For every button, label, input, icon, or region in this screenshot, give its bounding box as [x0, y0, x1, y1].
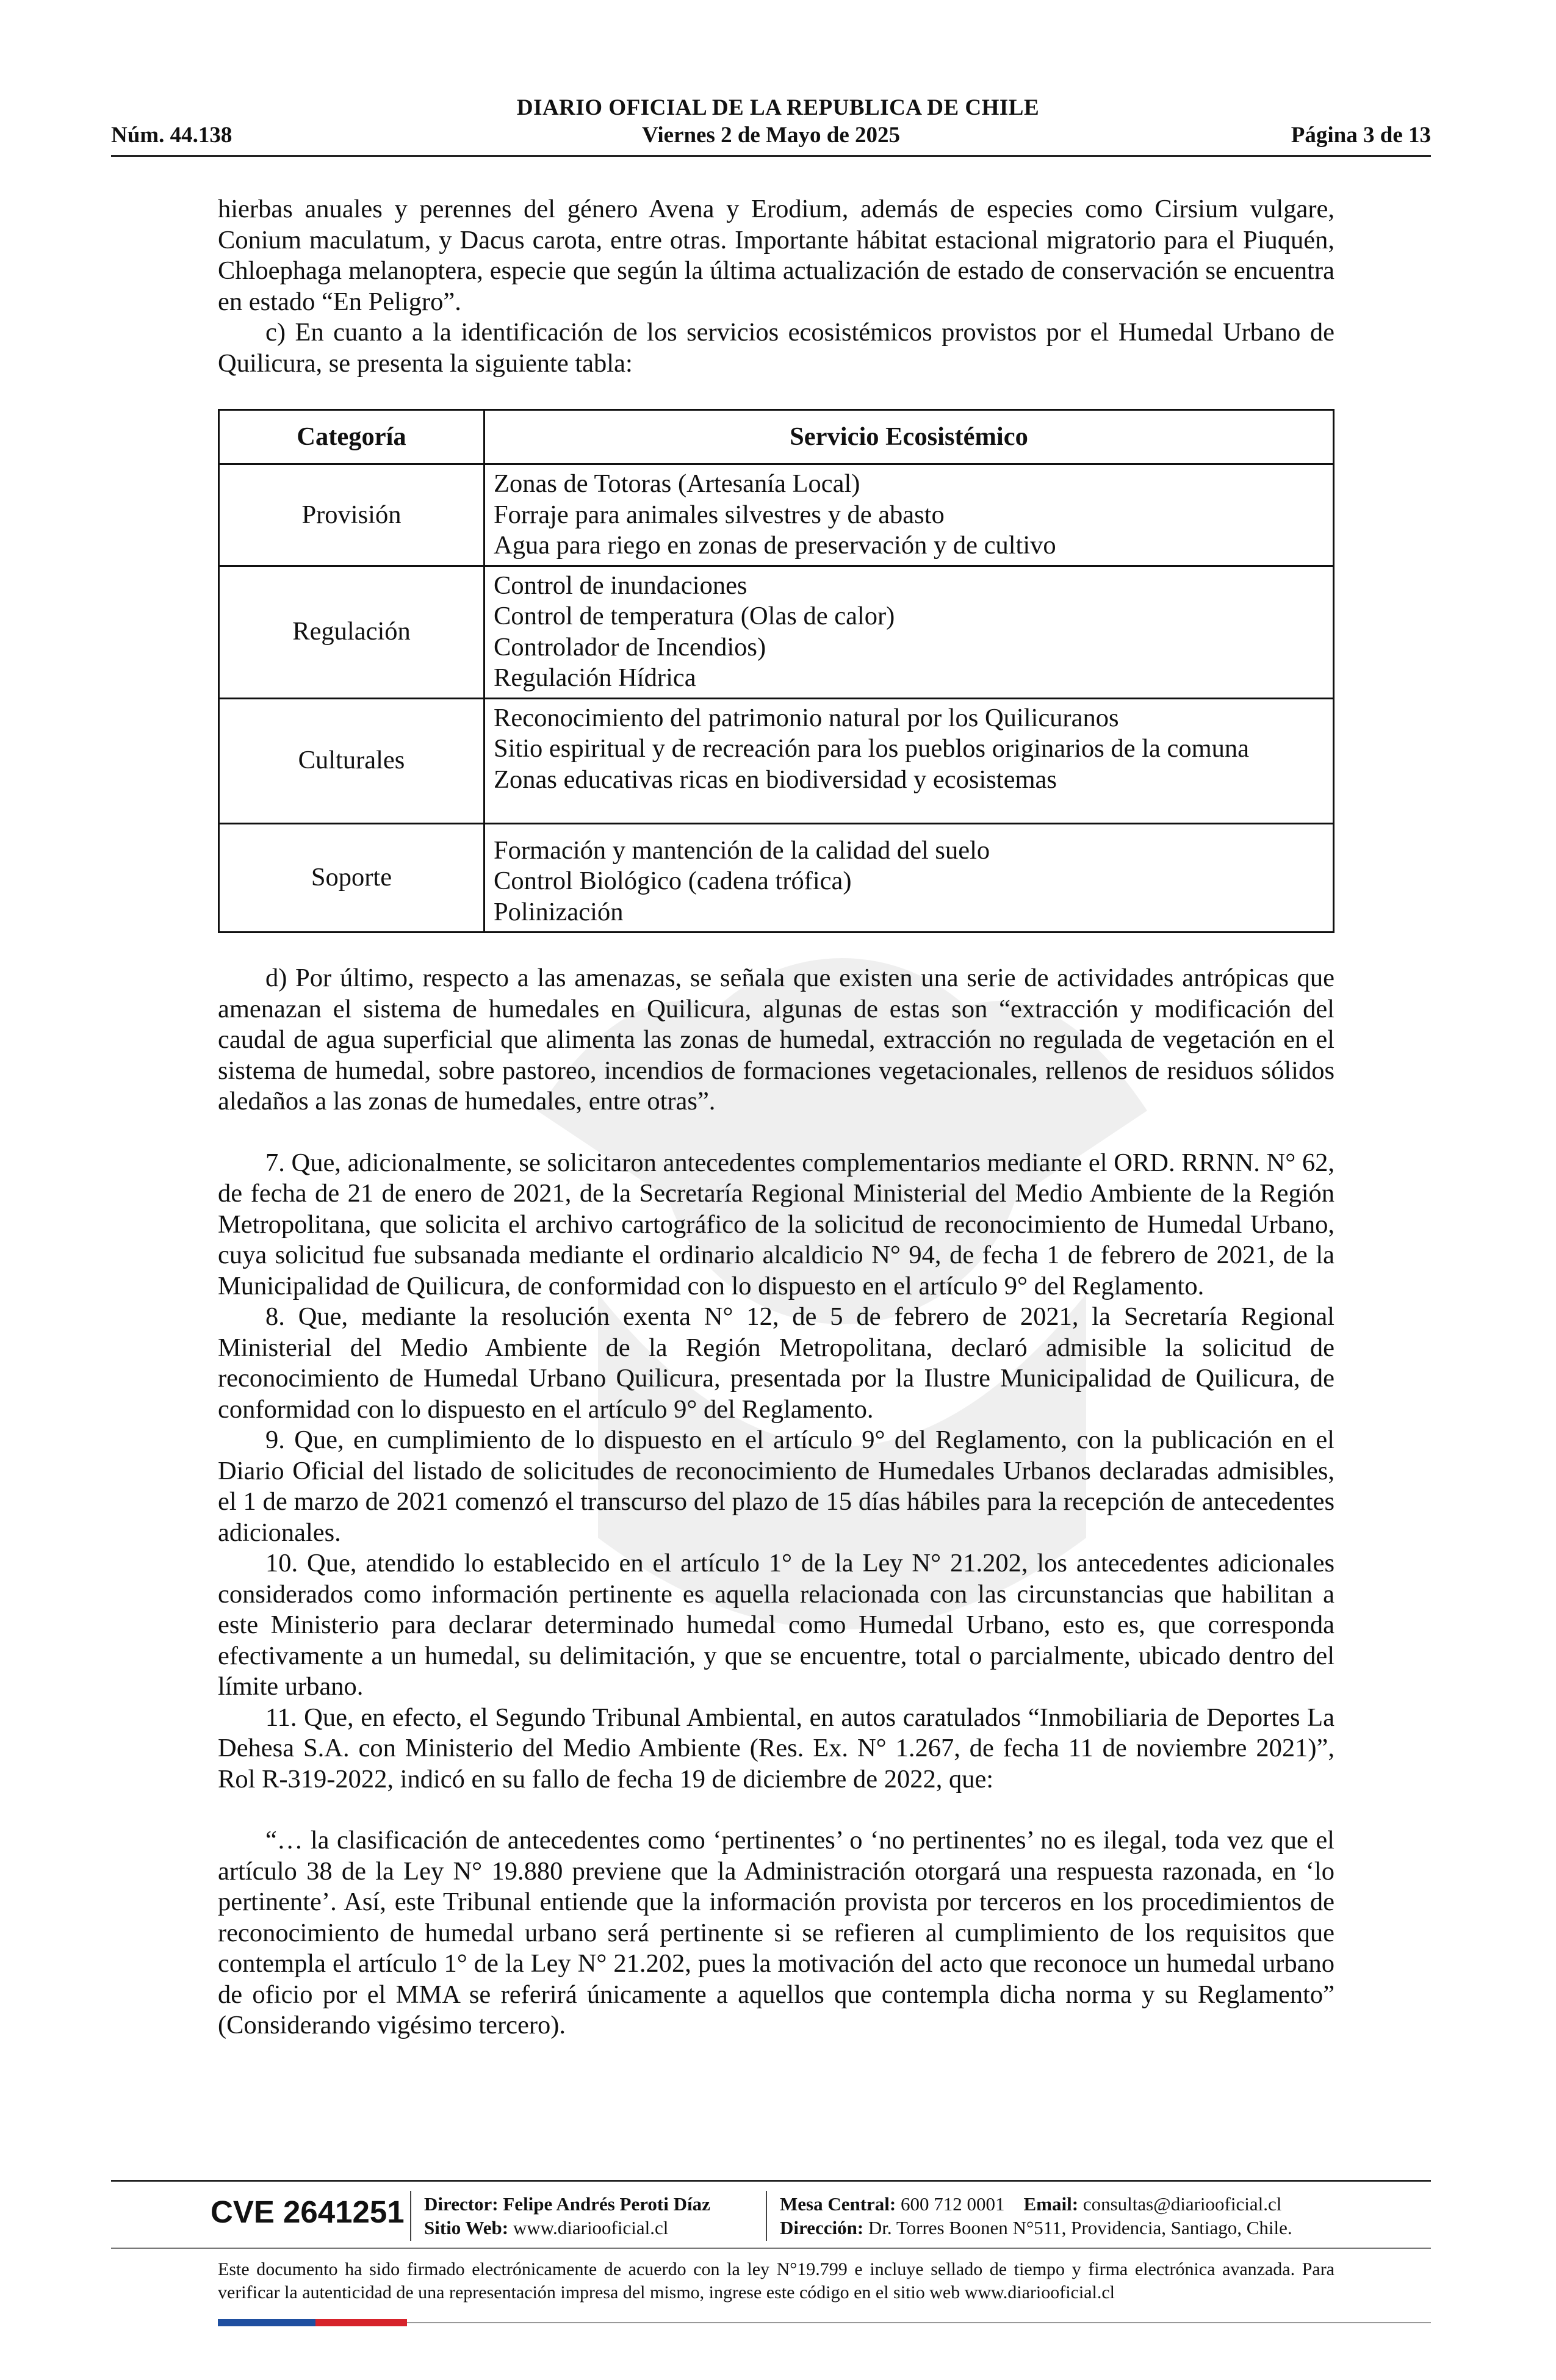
- newspaper-title: DIARIO OFICIAL DE LA REPUBLICA DE CHILE: [516, 95, 1040, 120]
- service-item: Control Biológico (cadena trófica): [494, 867, 852, 895]
- table-cell-services: [484, 566, 1334, 698]
- page-indicator: Página 3 de 13: [1291, 123, 1431, 148]
- footer-contact-block: [780, 2192, 1292, 2240]
- table-header-category: Categoría: [219, 410, 484, 464]
- table-cell-services: [484, 823, 1334, 932]
- director-label: Director:: [424, 2193, 499, 2215]
- table-row: [219, 698, 1334, 823]
- service-item: Forraje para animales silvestres y de abasto: [494, 500, 945, 529]
- table-cell-services: [484, 698, 1334, 823]
- service-item: Polinización: [494, 897, 624, 926]
- footer-divider-top: [111, 2180, 1431, 2182]
- legal-notice: Este documento ha sido firmado electrónicamente de acuerdo con la ley N°19.799 e incluye sellado de tiempo y firma electrónica avanzada. Para verificar la autenticidad de una representación impresa del mismo, ingrese este código en el sitio web www.diariooficial.cl: [218, 2259, 1334, 2302]
- paragraph-11: 11. Que, en efecto, el Segundo Tribunal Ambiental, en autos caratulados “Inmobiliaria de Deportes La Dehesa S.A. con Ministerio del Medio Ambiente (Res. Ex. N° 1.267, de fecha 11 de noviembre 2021)”, Rol R-319-2022, indicó en su fallo de fecha 19 de diciembre de 2022, que:: [218, 1703, 1334, 1794]
- service-item: Agua para riego en zonas de preservación y de cultivo: [494, 531, 1056, 560]
- paragraph-9: 9. Que, en cumplimiento de lo dispuesto en el artículo 9° del Reglamento, con la publicación en el Diario Oficial del listado de solicitudes de reconocimiento de Humedales Urbanos declaradas admisibles, el 1 de marzo de 2021 comenzó el transcurso del plazo de 15 días hábiles para la recepción de antecedentes adicionales.: [218, 1426, 1334, 1547]
- table-row: [219, 566, 1334, 698]
- service-item: Formación y mantención de la calidad del suelo: [494, 835, 990, 865]
- header-divider: [111, 155, 1431, 157]
- table-cell-category: Regulación: [219, 566, 484, 698]
- address-label: Dirección:: [780, 2217, 864, 2238]
- mesa-label: Mesa Central:: [780, 2193, 896, 2215]
- paragraph-threats: d) Por último, respecto a las amenazas, se señala que existen una serie de actividades antrópicas que amenazan el sistema de humedales en Quilicura, algunas de estas son “extracción y modificación del caudal de agua superficial que alimenta las zonas de humedal, extracción no regulada de vegetación en el sistema de humedal, sobre pastoreo, incendios de formaciones vegetacionales, rellenos de residuos sólidos aledaños a las zonas de humedales, entre otras”.: [218, 964, 1334, 1116]
- mesa-phone: 600 712 0001: [901, 2193, 1005, 2215]
- footer-separator: [410, 2191, 411, 2241]
- service-item: Control de temperatura (Olas de calor): [494, 602, 895, 630]
- spacer: [218, 1117, 1334, 1148]
- service-item: Control de inundaciones: [494, 571, 747, 600]
- address-value: Dr. Torres Boonen N°511, Providencia, Santiago, Chile.: [868, 2217, 1292, 2238]
- table-header-row: [219, 410, 1334, 464]
- table-row: [219, 823, 1334, 932]
- paragraph-services-intro: c) En cuanto a la identificación de los servicios ecosistémicos provistos por el Humedal Urbano de Quilicura, se presenta la siguiente tabla:: [218, 318, 1334, 378]
- cve-code: CVE 2641251: [211, 2194, 405, 2229]
- footer-divider-bottom: [407, 2322, 1431, 2323]
- paragraph-7: 7. Que, adicionalmente, se solicitaron antecedentes complementarios mediante el ORD. RRNN. N° 62, de fecha de 21 de enero de 2021, de la Secretaría Regional Ministerial del Medio Ambiente de la Región Metropolitana, que solicita el archivo cartográfico de la solicitud de reconocimiento de Humedal Urbano, cuya solicitud fue subsanada mediante el ordinario alcaldicio N° 94, de fecha 1 de febrero de 2021, de la Municipalidad de Quilicura, de conformidad con lo dispuesto en el artículo 9° del Reglamento.: [218, 1148, 1334, 1300]
- email-link[interactable]: consultas@diariooficial.cl: [1082, 2193, 1282, 2215]
- table-header-service: Servicio Ecosistémico: [484, 410, 1334, 464]
- ecosystem-services-table: [218, 409, 1334, 933]
- paragraph-10: 10. Que, atendido lo establecido en el artículo 1° de la Ley N° 21.202, los antecedentes adicionales considerados como información pertinente es aquella relacionada con las circunstancias que habilitan a este Ministerio para declarar determinado humedal como Humedal Urbano, esto es, que corresponda efectivamente a un humedal, su delimitación, y que se encuentre, total o parcialmente, ubicado dentro del límite urbano.: [218, 1549, 1334, 1701]
- flag-stripe-red: [315, 2319, 407, 2326]
- table-row: [219, 464, 1334, 566]
- table-cell-category: Soporte: [219, 823, 484, 932]
- site-link[interactable]: www.diariooficial.cl: [513, 2217, 669, 2238]
- table-cell-category: Culturales: [219, 698, 484, 823]
- service-item: Controlador de Incendios): [494, 632, 766, 662]
- table-cell-services: [484, 464, 1334, 566]
- service-item: Reconocimiento del patrimonio natural por los Quilicuranos: [494, 703, 1119, 732]
- director-name: Felipe Andrés Peroti Díaz: [503, 2193, 710, 2215]
- document-body: [218, 194, 1334, 2041]
- service-item: Zonas de Totoras (Artesanía Local): [494, 469, 860, 498]
- quote-tribunal: “… la clasificación de antecedentes como ‘pertinentes’ o ‘no pertinentes’ no es ilegal, toda vez que el artículo 38 de la Ley N° 19.880 previene que la Administración otorgará una respuesta razonada, en ‘lo pertinente’. Así, este Tribunal entiende que la información provista por terceros en los procedimientos de reconocimiento de humedal urbano será pertinente si se refieren al cumplimiento de los requisitos que contempla el artículo 1° de la Ley N° 21.202, pues la motivación del acto que reconoce un humedal urbano de oficio por el MMA se referirá únicamente a aquellos que contempla dicha norma y su Reglamento” (Considerando vigésimo tercero).: [218, 1826, 1334, 2039]
- footer-divider-mid: [111, 2248, 1431, 2249]
- table-cell-category: Provisión: [219, 464, 484, 566]
- footer-separator: [766, 2191, 767, 2241]
- footer-director-block: [424, 2192, 710, 2240]
- flag-stripe-blue: [218, 2319, 315, 2326]
- service-item: Regulación Hídrica: [494, 663, 696, 692]
- email-label: Email:: [1023, 2193, 1079, 2215]
- paragraph-8: 8. Que, mediante la resolución exenta N° 12, de 5 de febrero de 2021, la Secretaría Regional Ministerial del Medio Ambiente de la Región Metropolitana, declaró admisible la solicitud de reconocimiento de Humedal Urbano Quilicura, presentada por la Ilustre Municipalidad de Quilicura, de conformidad con lo dispuesto en el artículo 9° del Reglamento.: [218, 1302, 1334, 1424]
- paragraph-habitat: hierbas anuales y perennes del género Avena y Erodium, además de especies como Cirsium vulgare, Conium maculatum, y Dacus carota, entre otras. Importante hábitat estacional migratorio para el Piuquén, Chloephaga melanoptera, especie que según la última actualización de estado de conservación se encuentra en estado “En Peligro”.: [218, 195, 1334, 316]
- service-item: Sitio espiritual y de recreación para los pueblos originarios de la comuna: [494, 734, 1250, 763]
- issue-number: Núm. 44.138: [111, 123, 232, 148]
- site-label: Sitio Web:: [424, 2217, 509, 2238]
- issue-date: Viernes 2 de Mayo de 2025: [641, 123, 901, 148]
- spacer: [218, 1795, 1334, 1825]
- service-item: Zonas educativas ricas en biodiversidad y ecosistemas: [494, 765, 1057, 794]
